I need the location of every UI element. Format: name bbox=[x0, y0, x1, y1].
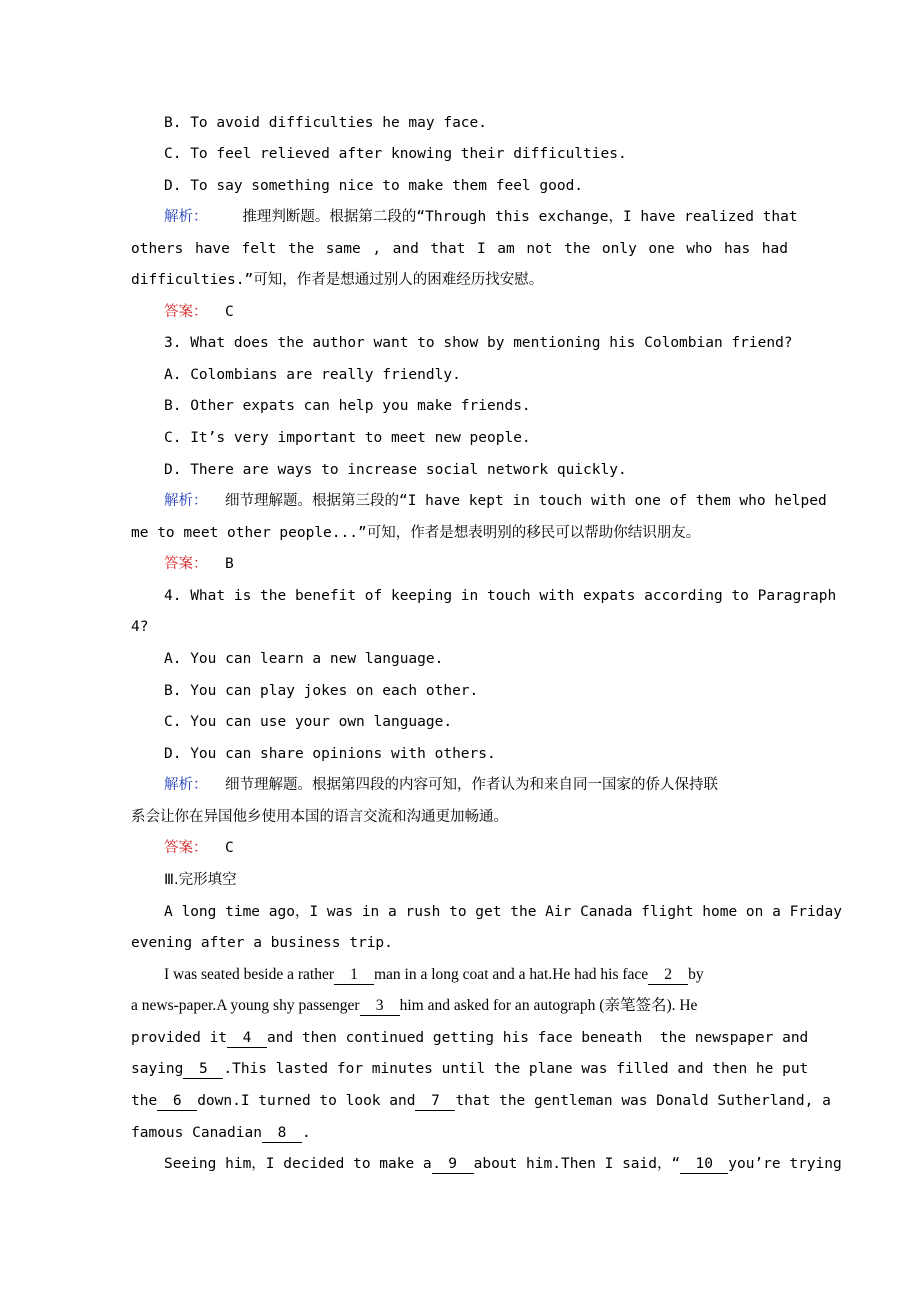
q2-answer-value: C bbox=[224, 304, 234, 320]
q4-answer bbox=[164, 837, 234, 859]
cloze-text: by bbox=[688, 966, 704, 983]
cloze-p2-line5 bbox=[131, 1090, 831, 1112]
section-heading: Ⅲ.完形填空 bbox=[164, 872, 237, 888]
cloze-p2-line1 bbox=[164, 964, 704, 986]
q2-analysis-text: 推理判断题。根据第二段的“Through this exchange，I have realized that bbox=[242, 209, 798, 225]
cloze-text: .This lasted for minutes until the plane was filled and then he put bbox=[223, 1061, 809, 1077]
answer-label: 答案： bbox=[164, 304, 208, 320]
cloze-blank-6: 6 bbox=[157, 1092, 197, 1111]
q3-question: 3. What does the author want to show by mentioning his Colombian friend? bbox=[164, 335, 793, 351]
analysis-label: 解析： bbox=[164, 493, 208, 509]
cloze-text: famous Canadian bbox=[131, 1125, 262, 1141]
q4-analysis-line2: 系会让你在异国他乡使用本国的语言交流和沟通更加畅通。 bbox=[131, 809, 508, 825]
cloze-text: the bbox=[131, 1093, 158, 1109]
cloze-blank-4: 4 bbox=[227, 1029, 267, 1048]
cloze-text: saying bbox=[131, 1061, 184, 1077]
analysis-label: 解析： bbox=[164, 777, 208, 793]
cloze-p1-line2: evening after a business trip. bbox=[131, 935, 393, 951]
q3-option-c: C. It’s very important to meet new people. bbox=[164, 430, 531, 446]
q4-option-b: B. You can play jokes on each other. bbox=[164, 683, 479, 699]
q3-analysis-line2: me to meet other people...”可知，作者是想表明别的移民可以帮助你结识朋友。 bbox=[131, 525, 701, 541]
cloze-text: Seeing him，I decided to make a bbox=[164, 1156, 432, 1172]
answer-label: 答案： bbox=[164, 840, 208, 856]
q4-option-d: D. You can share opinions with others. bbox=[164, 746, 496, 762]
cloze-p3-line1 bbox=[164, 1153, 842, 1175]
q3-answer bbox=[164, 553, 234, 575]
q2-option-d: D. To say something nice to make them feel good. bbox=[164, 178, 584, 194]
cloze-text: you’re trying bbox=[728, 1156, 842, 1172]
q3-option-b: B. Other expats can help you make friends. bbox=[164, 398, 531, 414]
cloze-text: that the gentleman was Donald Sutherland, a bbox=[455, 1093, 831, 1109]
cloze-blank-1: 1 bbox=[334, 966, 374, 985]
cloze-p2-line2 bbox=[131, 995, 697, 1017]
q4-analysis-text: 细节理解题。根据第四段的内容可知，作者认为和来自同一国家的侨人保持联 bbox=[224, 777, 718, 793]
q4-option-c: C. You can use your own language. bbox=[164, 714, 453, 730]
q2-option-c: C. To feel relieved after knowing their difficulties. bbox=[164, 146, 627, 162]
cloze-p1-line1: A long time ago，I was in a rush to get the Air Canada flight home on a Friday bbox=[164, 904, 842, 920]
q4-analysis-line1 bbox=[164, 774, 718, 796]
cloze-blank-5: 5 bbox=[183, 1060, 223, 1079]
q4-option-a: A. You can learn a new language. bbox=[164, 651, 444, 667]
q2-analysis-line3: difficulties.”可知，作者是想通过别人的困难经历找安慰。 bbox=[131, 272, 544, 288]
q2-answer bbox=[164, 301, 234, 323]
cloze-text: about him.Then I said，“ bbox=[473, 1156, 681, 1172]
cloze-blank-9: 9 bbox=[432, 1155, 474, 1174]
answer-label: 答案： bbox=[164, 556, 208, 572]
cloze-blank-2: 2 bbox=[648, 966, 688, 985]
q4-question-line1: 4. What is the benefit of keeping in touch with expats according to Paragraph bbox=[164, 588, 837, 604]
q2-option-b: B. To avoid difficulties he may face. bbox=[164, 115, 488, 131]
cloze-p2-line6 bbox=[131, 1122, 311, 1144]
q3-analysis-text: 细节理解题。根据第三段的“I have kept in touch with one of them who helped bbox=[224, 493, 827, 509]
cloze-text: man in a long coat and a hat.He had his face bbox=[374, 966, 649, 983]
q3-analysis-line1 bbox=[164, 490, 827, 512]
cloze-blank-3: 3 bbox=[360, 997, 400, 1016]
q2-analysis-line2: others have felt the same , and that I am not the only one who has had bbox=[131, 241, 788, 257]
cloze-blank-7: 7 bbox=[415, 1092, 455, 1111]
cloze-p2-line4 bbox=[131, 1058, 808, 1080]
cloze-blank-8: 8 bbox=[262, 1124, 302, 1143]
cloze-text: . bbox=[301, 1125, 311, 1141]
cloze-text: down.I turned to look and bbox=[197, 1093, 416, 1109]
cloze-text: him and asked for an autograph (亲笔签名). He bbox=[399, 997, 698, 1014]
cloze-text: provided it bbox=[131, 1030, 228, 1046]
cloze-text: and then continued getting his face beneath the newspaper and bbox=[267, 1030, 809, 1046]
q4-answer-value: C bbox=[224, 840, 234, 856]
cloze-text: a news-paper.A young shy passenger bbox=[131, 997, 360, 1014]
q3-option-d: D. There are ways to increase social network quickly. bbox=[164, 462, 627, 478]
q2-analysis-line1 bbox=[164, 206, 798, 228]
cloze-blank-10: 10 bbox=[680, 1155, 728, 1174]
cloze-text: I was seated beside a rather bbox=[164, 966, 334, 983]
q4-question-line2: 4? bbox=[131, 619, 149, 635]
q3-answer-value: B bbox=[224, 556, 234, 572]
analysis-label: 解析： bbox=[164, 209, 208, 225]
cloze-p2-line3 bbox=[131, 1027, 808, 1049]
q3-option-a: A. Colombians are really friendly. bbox=[164, 367, 461, 383]
